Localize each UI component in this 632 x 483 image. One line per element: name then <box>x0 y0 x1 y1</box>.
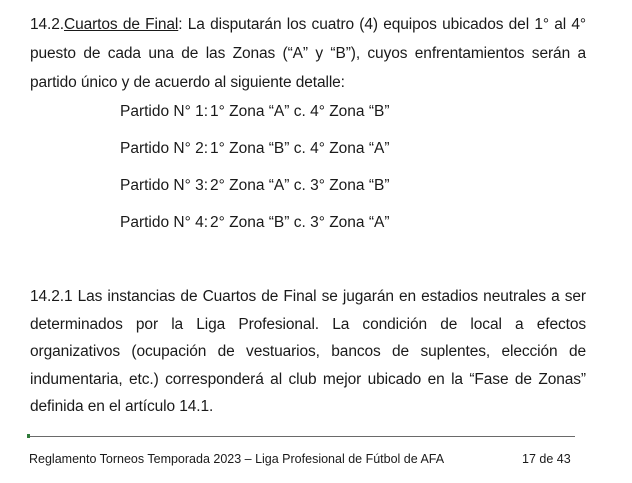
section-intro-text: : La disputarán los cuatro (4) equipos ubicados del 1° al 4° puesto de cada una de las Zonas (“A” y “B”), cuyos enfrentamientos serán a partido único y de acuerdo al siguiente detalle: <box>30 16 586 91</box>
footer-divider <box>28 436 575 437</box>
match-label: Partido N° 3: <box>120 177 209 194</box>
section-number: 14.2. <box>30 16 64 33</box>
subsection-14-2-1-paragraph: 14.2.1 Las instancias de Cuartos de Final se jugarán en estadios neutrales a ser determinados por la Liga Profesional. La condición de local a efectos organizativos (ocupación de vestuarios, bancos de suplentes, elección de indumentaria, etc.) corresponderá al club mejor ubicado en la “Fase de Zonas” definida en el artículo 14.1. <box>30 288 586 415</box>
match-row <box>120 138 390 175</box>
match-detail: 1° Zona “B” c. 4° Zona “A” <box>210 140 390 157</box>
match-row <box>120 175 390 212</box>
footer-title: Reglamento Torneos Temporada 2023 – Liga Profesional de Fútbol de AFA <box>29 452 445 466</box>
footer-accent-mark <box>27 434 30 438</box>
match-row <box>120 101 390 138</box>
match-row <box>120 212 390 249</box>
match-detail: 2° Zona “B” c. 3° Zona “A” <box>210 214 390 231</box>
match-detail: 2° Zona “A” c. 3° Zona “B” <box>210 177 390 194</box>
match-label: Partido N° 4: <box>120 214 209 231</box>
match-label: Partido N° 2: <box>120 140 209 157</box>
match-list <box>120 101 390 249</box>
page-number: 17 de 43 <box>522 452 571 466</box>
match-label: Partido N° 1: <box>120 103 209 120</box>
match-detail: 1° Zona “A” c. 4° Zona “B” <box>210 103 390 120</box>
section-14-2-paragraph <box>30 10 586 97</box>
section-title: Cuartos de Final <box>63 16 179 33</box>
